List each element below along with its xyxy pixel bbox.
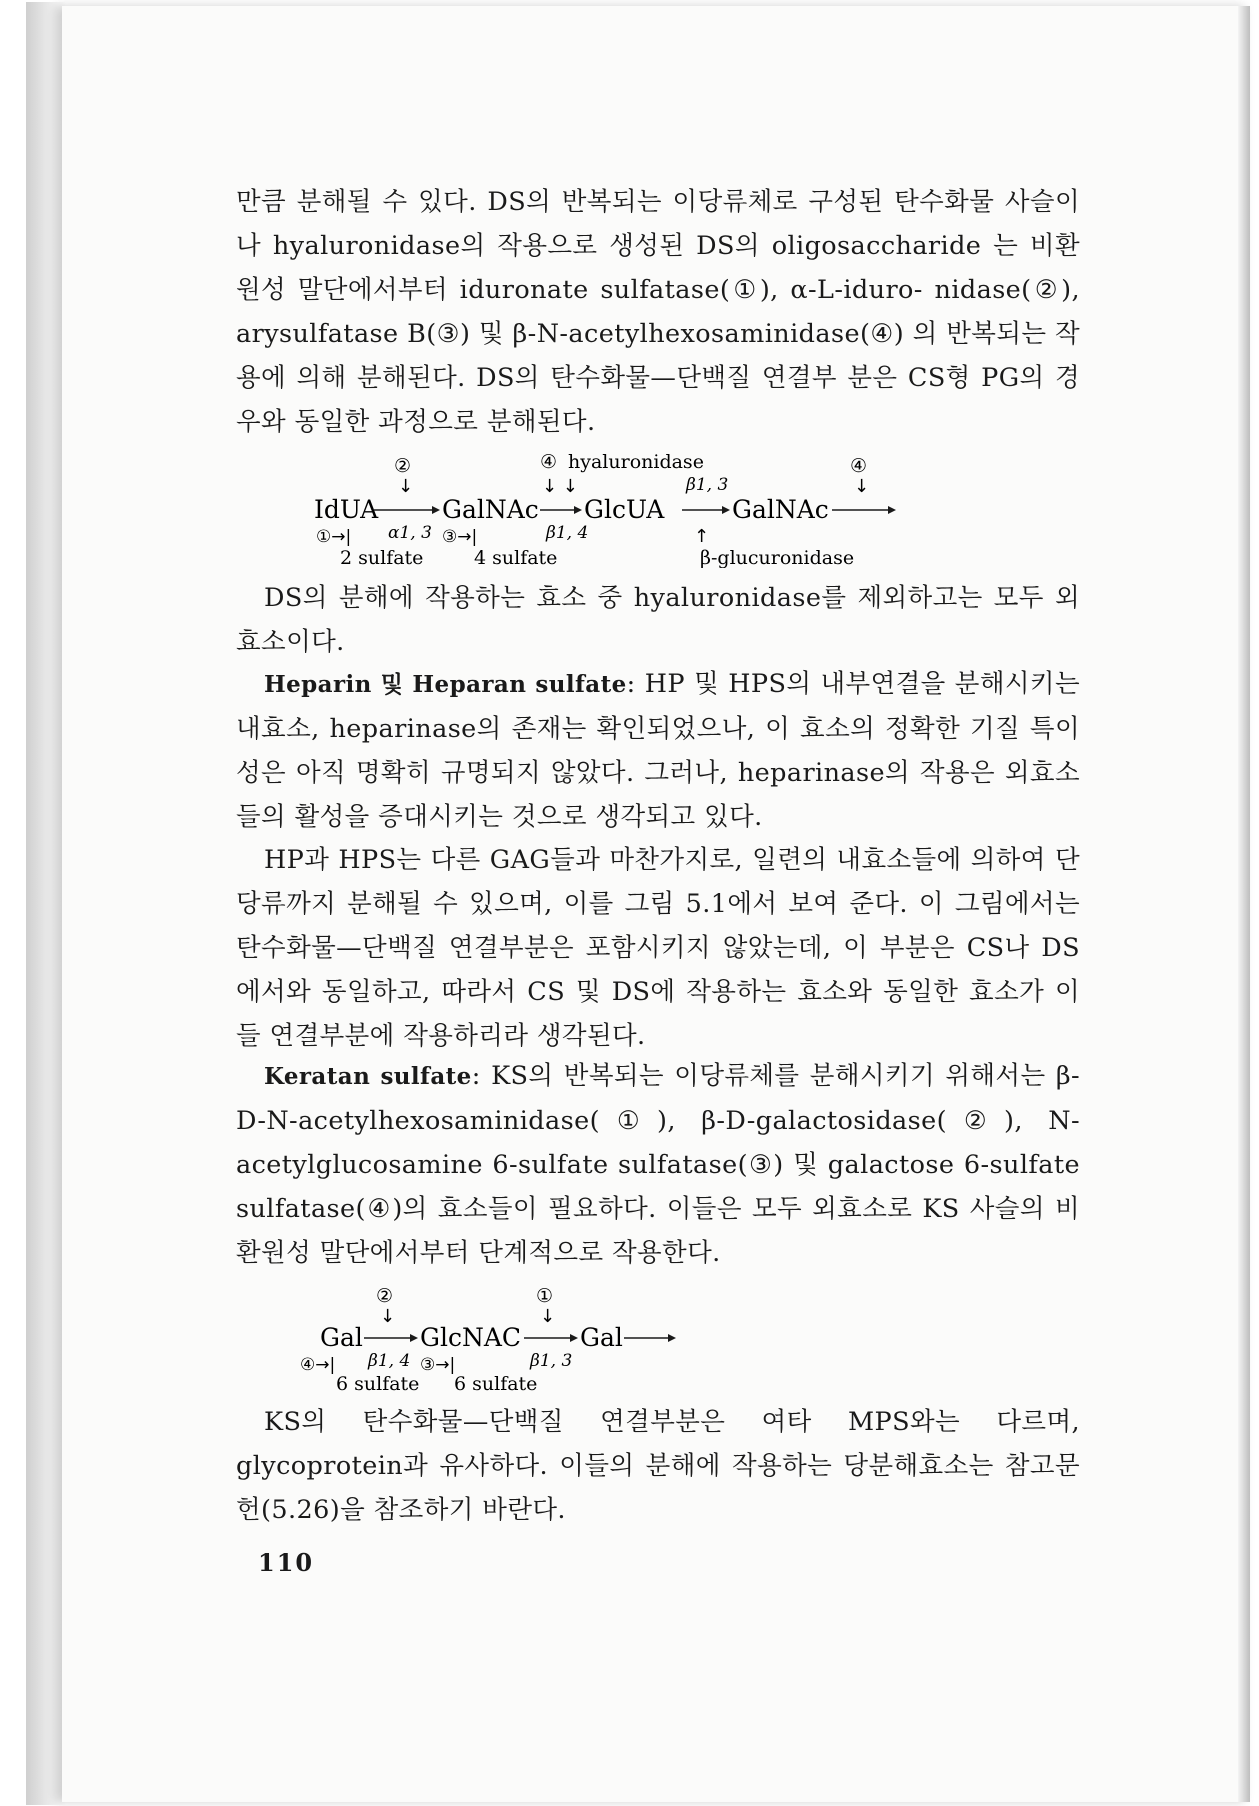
cleavage-4a-label: ④ xyxy=(540,451,558,473)
arrow-down-icon: ↓ xyxy=(380,1306,396,1327)
enzyme-hyaluronidase: hyaluronidase xyxy=(568,451,704,473)
link-b13-label: β1, 3 xyxy=(530,1351,573,1371)
cleavage-4b-label: ④ xyxy=(850,455,868,477)
arrow-head xyxy=(570,1334,578,1342)
sugar-galnac-2: GalNAc xyxy=(732,495,829,524)
cleavage-1-label: ① xyxy=(536,1285,554,1307)
term-heparin: Heparin 및 Heparan sulfate xyxy=(264,671,627,698)
sugar-galnac-1: GalNAc xyxy=(442,495,539,524)
link-b14-label: β1, 4 xyxy=(546,523,589,543)
link-a13-label: α1, 3 xyxy=(388,523,432,543)
arrow-head xyxy=(410,1334,418,1342)
heparin-text: : HP 및 HPS의 내부연결을 분해시키는 내효소, heparinase의 존재는 확인되었으나, 이 효소의 정확한 기질 특이성은 아직 명확히 규명되지 않았다. 그러나, heparinase의 작용은 외효소들의 활성을 증대시키는 것으로 생각되고 있다. xyxy=(236,669,1080,832)
arrow-head xyxy=(722,506,730,514)
arrow-head xyxy=(432,506,440,514)
paragraph-heparin xyxy=(236,662,1080,839)
sugar-gal-1: Gal xyxy=(320,1323,363,1352)
arrow-up-icon: ↑ xyxy=(694,526,710,547)
keratan-text: : KS의 반복되는 이당류체를 분해시키기 위해서는 β-D-N-acetylhexosaminidase(①), β-D-galactosidase(②), N-acetylglucosamine 6-sulfate sulfatase(③) 및 galactose 6-sulfate sulfatase(④)의 효소들이 필요하다. 이들은 모두 외효소로 KS 사슬의 비환원성 말단에서부터 단계적으로 작용한다. xyxy=(236,1061,1080,1268)
ks-degradation-diagram xyxy=(300,1282,700,1394)
sugar-glcua: GlcUA xyxy=(584,495,665,524)
sugar-glcnac: GlcNAC xyxy=(420,1323,522,1352)
page-number: 110 xyxy=(258,1548,315,1577)
arrow-down-icon: ↓ xyxy=(540,1306,556,1327)
term-keratan: Keratan sulfate xyxy=(264,1063,472,1090)
link-b14-label: β1, 4 xyxy=(368,1351,411,1371)
paragraph-text: KS의 탄수화물—단백질 연결부분은 여타 MPS와는 다르며, glycoprotein과 유사하다. 이들의 분해에 작용하는 당분해효소는 참고문헌(5.26)을 참조하기 바란다. xyxy=(236,1407,1080,1525)
paragraph-text xyxy=(236,1054,1080,1275)
arrow-down-icon: ↓ xyxy=(398,476,414,497)
cleavage-2-label: ② xyxy=(376,1285,394,1307)
paragraph-text: 만큼 분해될 수 있다. DS의 반복되는 이당류체로 구성된 탄수화물 사슬이나 hyaluronidase의 작용으로 생성된 DS의 oligosaccharide 는 비환원성 말단에서부터 iduronate sulfatase(①), α-L-iduro- nidase(②), arysulfatase B(③) 및 β-N-acetylhexosaminidase(④) 의 반복되는 작용에 의해 분해된다. DS의 탄수화물—단백질 연결부 분은 CS형 PG의 경우와 동일한 과정으로 분해된다. xyxy=(236,187,1080,437)
paragraph-keratan xyxy=(236,1054,1080,1275)
paragraph-ks-linkage xyxy=(236,1400,1080,1532)
sugar-gal-2: Gal xyxy=(580,1323,623,1352)
cleavage-3-label: ③→| xyxy=(420,1355,456,1375)
arrow-head xyxy=(574,506,582,514)
sulfate-6a-label: 6 sulfate xyxy=(336,1373,420,1394)
paragraph-text: HP과 HPS는 다른 GAG들과 마찬가지로, 일련의 내효소들에 의하여 단당류까지 분해될 수 있으며, 이를 그림 5.1에서 보여 준다. 이 그림에서는 탄수화물—단백질 연결부분은 포함시키지 않았는데, 이 부분은 CS나 DS에서와 동일하고, 따라서 CS 및 DS에 작용하는 효소와 동일한 효소가 이들 연결부분에 작용하리라 생각된다. xyxy=(236,845,1080,1051)
arrow-down-icon: ↓ xyxy=(854,476,870,497)
link-b13-label: β1, 3 xyxy=(686,475,729,495)
cleavage-3-label: ③→| xyxy=(442,527,478,547)
sulfate-2-label: 2 sulfate xyxy=(340,547,424,568)
paragraph-ds-degradation xyxy=(236,180,1080,444)
paragraph-ds-enzymes xyxy=(236,576,1080,664)
arrow-head xyxy=(668,1334,676,1342)
ds-degradation-diagram xyxy=(310,448,910,568)
sulfate-4-label: 4 sulfate xyxy=(474,547,558,568)
cleavage-1-label: ①→| xyxy=(316,527,352,547)
page-edge xyxy=(1238,6,1250,1802)
paragraph-text xyxy=(236,662,1080,839)
arrow-head xyxy=(888,506,896,514)
enzyme-glucuronidase: β-glucuronidase xyxy=(700,547,855,568)
paragraph-text: DS의 분해에 작용하는 효소 중 hyaluronidase를 제외하고는 모두 외효소이다. xyxy=(236,583,1080,657)
sulfate-6b-label: 6 sulfate xyxy=(454,1373,538,1394)
sugar-iduA: IdUA xyxy=(314,495,379,524)
arrow-down-pair-icon: ↓ ↓ xyxy=(542,476,578,497)
cleavage-4-label: ④→| xyxy=(300,1355,336,1375)
cleavage-2-label: ② xyxy=(394,455,412,477)
paragraph-hp-hps xyxy=(236,838,1080,1058)
